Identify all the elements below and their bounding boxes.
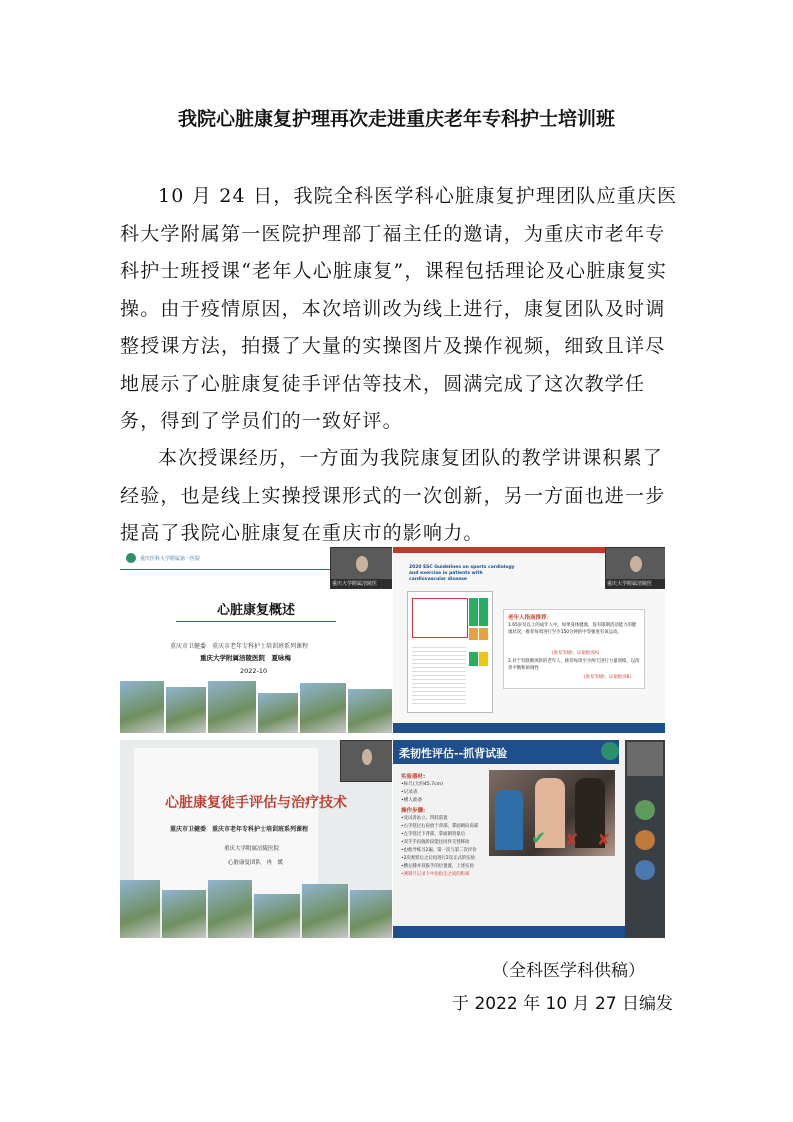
divider (176, 621, 336, 622)
box-line-2: 2.对于有跌倒风险的老年人，推荐每周至少两天进行力量训练，以改善平衡和协调性 (508, 659, 640, 671)
webcam-feed (330, 547, 392, 589)
check-icon: ✔ (531, 828, 547, 849)
equipment-item: •横人准备 (401, 798, 423, 803)
webcam-label: 重庆大学附属涪陵医 (606, 579, 665, 588)
hospital-photo-strip (120, 880, 392, 938)
recommendation-box (503, 609, 645, 689)
slide-bottom-bar (393, 723, 665, 733)
slide-subtitle: 重庆市卫健委 重庆市老年专科护士培训班系列课程 (170, 643, 309, 650)
steps-title: 操作步骤: (401, 808, 426, 814)
slide-hospital: 重庆大学附属涪陵医院 夏咏梅 (200, 654, 291, 662)
step-item: •2次观察后之后再进行2次正式的实验 (401, 856, 476, 861)
paragraph-1: 10 月 24 日，我院全科医学科心脏康复护理团队应重庆医科大学附属第一医院护理部丁福主任的邀请，为重庆市老年专科护士班授课“老年人心脏康复”，课程包括理论及心脏康复实操。由于疫情原因，本次培训改为线上进行，康复团队及时调整授课方法，拍摄了大量的实操图片及操作视频，细致且详尽地展示了心脏康复徒手评估等技术，圆满完成了这次教学任务，得到了学员们的一致好评。 (120, 185, 678, 432)
source-note: （全科医学科供稿） (492, 961, 645, 981)
equipment-item: •标尺(大约45.7cm) (401, 782, 443, 787)
box-title: 老年人指南推荐： (508, 615, 553, 621)
slide-title: 心脏康复概述 (216, 603, 295, 618)
slide-bottom-bar (393, 926, 625, 938)
equipment-title: 实验器材: (401, 774, 426, 780)
slide-team: 心脏康复团队 冉 媛 (228, 860, 284, 866)
step-item: •由他导练习2遍，第一次与第二次评价 (401, 848, 477, 853)
participant-panel (625, 740, 665, 938)
webcam-feed (340, 740, 392, 782)
slide-date: 2022-10 (240, 667, 268, 675)
photo-slide-manual-assessment (120, 740, 392, 938)
hospital-logo-icon (601, 742, 619, 760)
cross-icon: ✘ (597, 830, 611, 849)
article-title: 我院心脏康复护理再次走进重庆老年专科护士培训班 (177, 108, 615, 130)
webcam-feed (605, 547, 665, 589)
webcam-label: 重庆大学附属涪陵医 (331, 579, 392, 588)
equipment-item: •记录表 (401, 790, 418, 795)
box-line-1: 1.65岁及以上的成年人中，如果身体健康，没有限制活动能力的健康状况，推荐每周进行至少150分钟的中等强度有氧运动。 (508, 623, 637, 635)
slide-hospital: 重庆大学附属涪陵医院 (224, 846, 280, 852)
step-item: •双手手扣拢阶段能往同件交替移动 (401, 840, 470, 845)
slide-title: 心脏康复徒手评估与治疗技术 (165, 795, 347, 811)
publish-date: 于 2022 年 10 月 27 日编发 (452, 994, 673, 1014)
step-item: •测制尺记录下中指指尖之间的距离 (401, 872, 470, 877)
guideline-heading: 2020 ESC Guidelines on sports cardiology and exercise in patients with cardiovascular disease (409, 565, 515, 582)
slide-subtitle: 重庆市卫健委 重庆市老年专科护士培训班系列课程 (170, 826, 309, 833)
cross-icon: ✘ (565, 830, 579, 849)
box-tag-2: (推荐等级I，证据级别B) (584, 675, 632, 680)
photo-slide-back-scratch-test (393, 740, 665, 938)
box-tag-1: (推荐等级I，证据级别A) (552, 651, 600, 656)
hospital-logo-icon (126, 553, 136, 563)
step-item: •受试者站立、四肢前置 (401, 816, 448, 821)
paragraph-2: 本次授课经历，一方面为我院康复团队的教学讲课积累了经验，也是线上实操授课形式的一次创新，另一方面也进一步提高了我院心脏康复在重庆市的影响力。 (120, 447, 666, 544)
guideline-table (407, 591, 493, 713)
hospital-photo-strip (120, 681, 392, 733)
slide-body (134, 748, 318, 898)
slide-header-text: 重庆医科大学附属第一医院 (140, 556, 201, 562)
photo-slide-esc-guidelines (393, 547, 665, 733)
step-item: •右手绕过右肩放于背部，掌面朝向肩部 (401, 824, 479, 829)
slide-title: 柔韧性评估--抓背试验 (399, 747, 508, 760)
slide-title-bar (393, 740, 619, 764)
step-item: •左手绕过下背部，掌面朝背靠后 (401, 832, 466, 837)
photo-slide-heart-rehab-overview (120, 547, 392, 733)
step-item: •横左膝并双拔手的位置置，上述实验 (401, 864, 474, 869)
